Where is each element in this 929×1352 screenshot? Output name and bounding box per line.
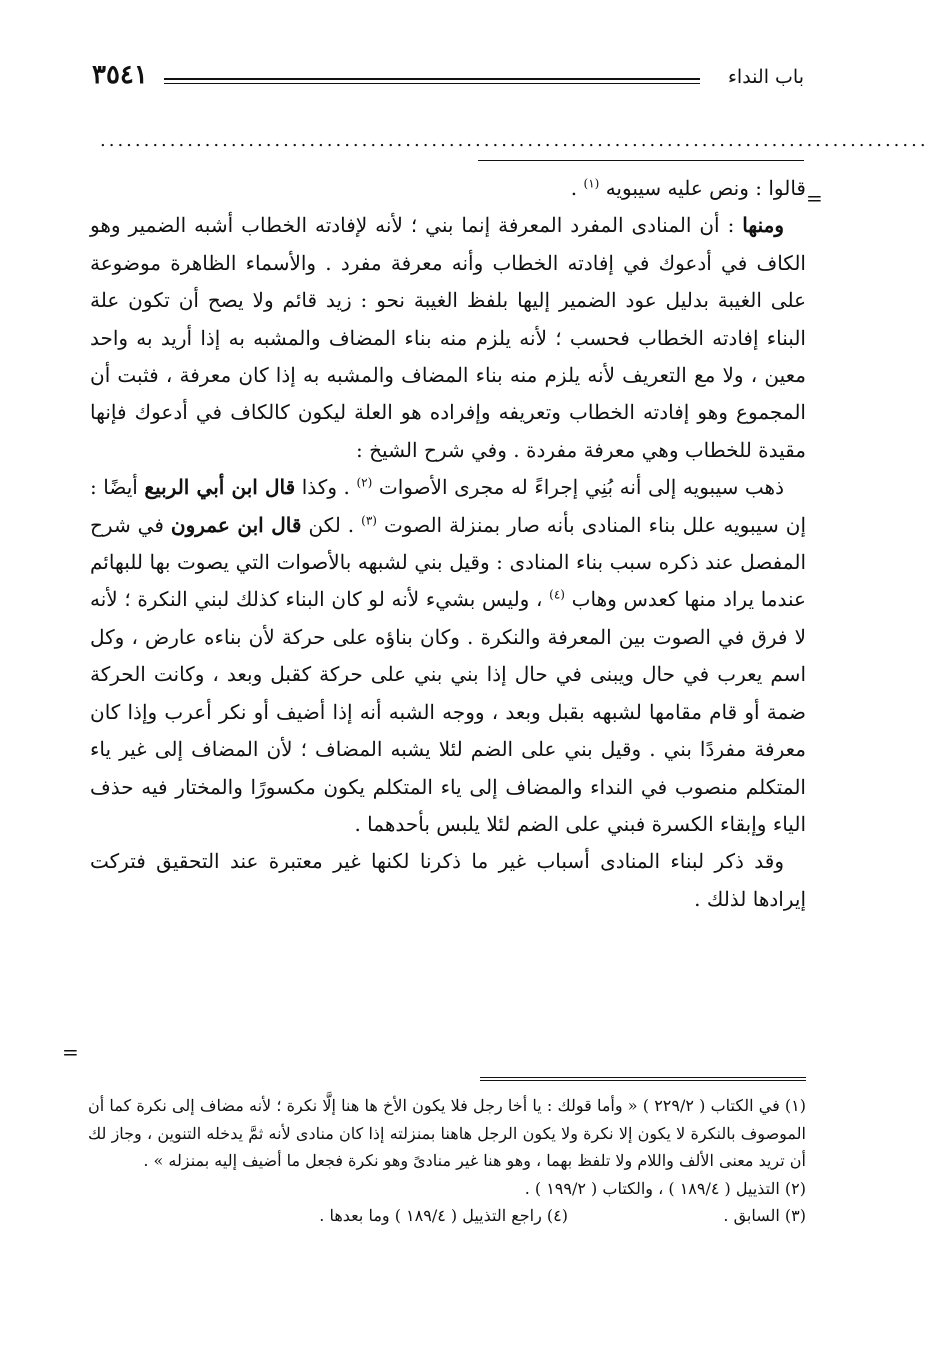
- continuation-mark: =: [806, 186, 823, 210]
- continuation-text: قالوا : ونص عليه سيبويه: [605, 176, 806, 200]
- p3-part-c: أيضًا : إن سيبويه علل بناء المنادى بأنه صار بمنزلة الصوت: [90, 475, 806, 537]
- footnote-row: [88, 1202, 806, 1230]
- p3-part-e: في شرح المفصل عند ذكره سبب بناء المنادى : وقيل بني لشبهه بالأصوات التي يصوت بها للبهائم عندما يراد منها كعدس وهاب: [90, 512, 806, 612]
- paragraph-lead: ومنها: [742, 213, 784, 238]
- side-continuation-mark: =: [62, 1040, 79, 1064]
- paragraph-2: [90, 207, 806, 469]
- footnote-ref-2[interactable]: (٢): [356, 475, 373, 490]
- continuation-end: .: [570, 176, 584, 200]
- footnote-ref-3[interactable]: (٣): [361, 513, 377, 527]
- footnote-ref-1[interactable]: (١): [583, 176, 600, 191]
- paragraph-3: [90, 469, 806, 843]
- paragraph-4: وقد ذكر لبناء المنادى أسباب غير ما ذكرنا لكنها غير معتبرة عند التحقيق فتركت إيرادها لذلك .: [90, 849, 806, 911]
- p3-part-b: . وكذا: [295, 475, 357, 500]
- scholar-name-2: قال ابن عمرون: [170, 512, 302, 537]
- p3-part-f: ، وليس بشيء لأنه لو كان البناء كذلك لبني النكرة ؛ لأنه لا فرق في الصوت بين المعرفة والنكرة . وكان بناؤه على حركة لأن بناءه عارض ، وكل اسم يعرب في حال ويبنى في حال إذا بني بني على حركة كقبل وبعد ، وكانت الحركة ضمة أو قام مقامها لشبهه بقبل وبعد ، ووجه الشبه أنه إذا أضيف أو نكر أعرب وإذا كان معرفة مفردًا بني . وقيل بني على الضم لئلا يشبه المضاف ؛ لأن المضاف إلى غير ياء المتكلم منصوب في النداء والمضاف إلى ياء المتكلم يكون مكسورًا والمختار فيه حذف الياء وإبقاء الكسرة فبني على الضم لئلا يلبس بأحدهما .: [90, 587, 806, 836]
- paragraph-2-text: : أن المنادى المفرد المعرفة إنما بني ؛ لأنه لإفادته الخطاب أشبه الضمير وهو الكاف في أدعوك في إفادته الخطاب وأنه معرفة مفرد . والأسماء الظاهرة موضوعة على الغيبة بدليل عود الضمير إليها بلفظ الغيبة نحو : زيد قائم ولا يصح أن تكون علة البناء إفادته الخطاب فحسب ؛ لأنه يلزم منه بناء المضاف والمشبه به إذا أريد به واحد معين ، ولا مع التعريف لأنه يلزم منه بناء المضاف والمشبه به إذا كان معرفة ، فثبت أن المجموع وهو إفادته الخطاب وتعريفه وإفراده هو العلة ليكون كالكاف في أدعوك فإنها مقيدة للخطاب وهي معرفة مفردة . وفي شرح الشيخ :: [90, 213, 806, 462]
- footnote-rule: [480, 1077, 806, 1081]
- dotted-separator: ...............................................................................................: [100, 130, 929, 151]
- footnote-2: (٢) التذييل ( ١٨٩/٤ ) ، والكتاب ( ١٩٩/٢ ) .: [524, 1178, 806, 1198]
- footnote-3: (٣) السابق .: [723, 1206, 806, 1225]
- separator-rule: [478, 160, 804, 161]
- main-text: [90, 170, 806, 918]
- footnote-ref-4[interactable]: (٤): [549, 587, 565, 602]
- footnote-4: (٤) راجع التذييل ( ١٨٩/٤ ) وما بعدها .: [319, 1206, 568, 1225]
- p3-part-a: ذهب سيبويه إلى أنه بُنِي إجراءً له مجرى الأصوات: [378, 475, 785, 500]
- footnote-1: (١) في الكتاب ( ٢٢٩/٢ ) « وأما قولك : يا أخا رجل فلا يكون الأخ ها هنا إلَّا نكرة ؛ لأنه مضاف إلى نكرة كما أن الموصوف بالنكرة لا يكون إلا نكرة ولا يكون الرجل هاهنا بمنزلته إذا كان منادى لأنه ثمَّ يدخله التنوين ، وجاز لك أن تريد معنى الألف واللام ولا تلفظ بهما ، وهو هنا غير منادىً وهو نكرة فجعل ما أضيف إليه بمنزله » .: [88, 1096, 807, 1170]
- scholar-name-1: قال ابن أبي الربيع: [144, 475, 296, 500]
- paragraph-continuation: [90, 170, 806, 207]
- page-number: ٣٥٤١: [92, 60, 148, 90]
- chapter-title: باب النداء: [728, 66, 804, 88]
- running-header: [92, 58, 804, 98]
- footnotes: [88, 1092, 806, 1230]
- header-rule: [164, 78, 700, 84]
- p3-part-d: . لكن: [301, 512, 362, 537]
